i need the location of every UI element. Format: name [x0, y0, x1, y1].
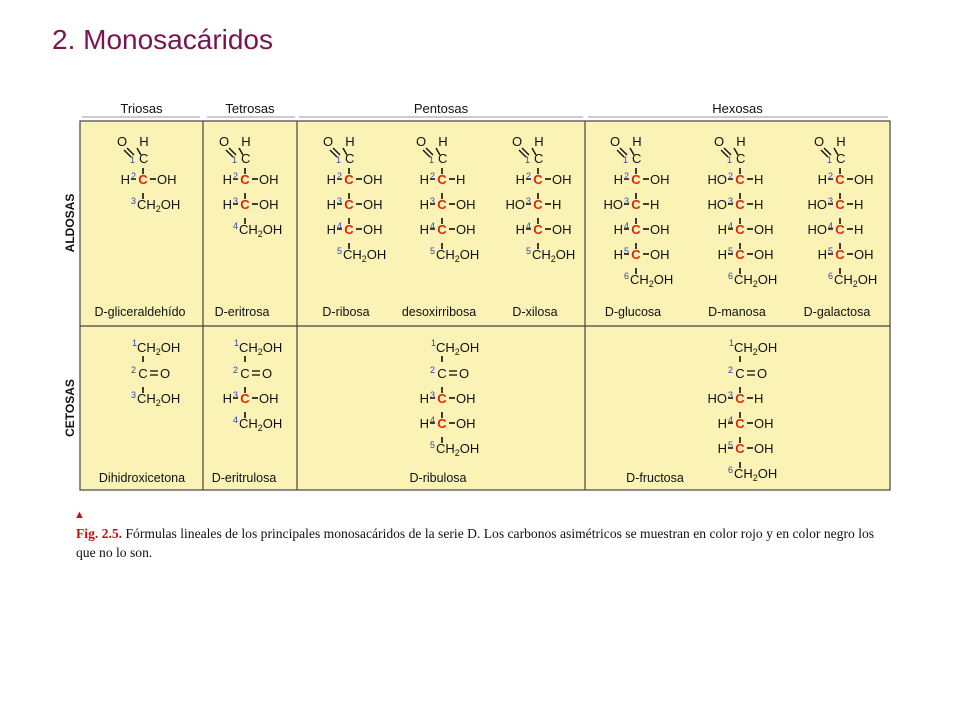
carbon-number: 3	[623, 196, 629, 206]
carbonyl-oxygen: O	[757, 366, 768, 381]
right-group: OH	[259, 172, 279, 187]
carbon-number: 2	[727, 171, 733, 181]
asymmetric-carbon: C	[344, 172, 354, 187]
right-group: H	[754, 391, 764, 406]
asymmetric-carbon: C	[835, 197, 845, 212]
asymmetric-carbon: C	[735, 222, 745, 237]
right-group: H	[552, 197, 562, 212]
ch2oh-end: $CH_2OH$	[834, 272, 878, 289]
ch2oh-end: $CH_2OH$	[239, 416, 283, 433]
left-group: H	[515, 222, 525, 237]
ch2oh-top: $CH_2OH$	[239, 340, 283, 357]
right-group: OH	[363, 197, 383, 212]
aldehyde-hydrogen: H	[836, 134, 846, 149]
asymmetric-carbon: C	[735, 197, 745, 212]
left-group: H	[419, 416, 429, 431]
carbon-number: 1	[726, 155, 732, 165]
carbonyl-oxygen: O	[262, 366, 273, 381]
aldehyde-oxygen: O	[415, 134, 427, 149]
asymmetric-carbon: C	[240, 391, 250, 406]
aldose-name: D-manosa	[708, 305, 766, 319]
asymmetric-carbon: C	[533, 172, 543, 187]
asymmetric-carbon: C	[631, 247, 641, 262]
carbon-number: 1	[233, 338, 239, 348]
ketose-name: D-eritrulosa	[211, 471, 277, 485]
carbon-number: 2	[130, 171, 136, 181]
right-group: H	[650, 197, 660, 212]
left-group: H	[419, 172, 429, 187]
aldehyde-oxygen: O	[609, 134, 621, 149]
asymmetric-carbon: C	[533, 197, 543, 212]
row-label-aldosas: ALDOSAS	[63, 193, 77, 253]
ch2oh-end: $CH_2OH$	[630, 272, 674, 289]
left-group: H	[222, 391, 232, 406]
carbon-number: 4	[727, 221, 733, 231]
ch2oh-end: $CH_2OH$	[734, 272, 778, 289]
carbon-number: 5	[623, 246, 629, 256]
asymmetric-carbon: C	[138, 172, 148, 187]
left-group: H	[613, 247, 623, 262]
carbon-number: 3	[727, 390, 733, 400]
asymmetric-carbon: C	[735, 247, 745, 262]
carbonyl-carbon: C	[138, 366, 148, 381]
right-group: OH	[650, 247, 670, 262]
carbon-number: 3	[827, 196, 833, 206]
carbonyl-carbon: C	[437, 366, 447, 381]
group-label-pentosas: Pentosas	[413, 101, 469, 116]
left-group: HO	[707, 172, 727, 187]
right-group: OH	[456, 197, 476, 212]
right-group: OH	[650, 222, 670, 237]
carbon-number: 1	[728, 338, 734, 348]
carbon-number: 4	[232, 415, 238, 425]
asymmetric-carbon: C	[437, 222, 447, 237]
ch2oh-top: $CH_2OH$	[436, 340, 480, 357]
carbon-number: 5	[727, 246, 733, 256]
carbon-number: 4	[429, 221, 435, 231]
asymmetric-carbon: C	[735, 172, 745, 187]
aldose-name: D-gliceraldehído	[94, 305, 186, 319]
carbon-number: 5	[525, 246, 531, 256]
asymmetric-carbon: C	[735, 416, 745, 431]
asymmetric-carbon: C	[437, 172, 447, 187]
carbonyl-carbon: C	[240, 366, 250, 381]
carbon-1: C	[241, 151, 251, 166]
carbon-number: 2	[232, 171, 238, 181]
ch2oh-end: $CH_2OH$	[436, 441, 480, 458]
ch2oh-end: $CH_2OH$	[436, 247, 480, 264]
carbon-number: 5	[429, 246, 435, 256]
carbon-number: 3	[130, 196, 136, 206]
carbon-number: 6	[827, 271, 833, 281]
carbon-number: 3	[336, 196, 342, 206]
left-group: H	[717, 222, 727, 237]
carbon-number: 3	[429, 390, 435, 400]
asymmetric-carbon: C	[835, 247, 845, 262]
carbonyl-carbon: C	[735, 366, 745, 381]
carbon-number: 2	[429, 171, 435, 181]
group-label-hexosas: Hexosas	[712, 101, 763, 116]
carbon-number: 2	[827, 171, 833, 181]
right-group: H	[854, 222, 864, 237]
carbon-1: C	[139, 151, 149, 166]
asymmetric-carbon: C	[631, 172, 641, 187]
carbon-number: 4	[525, 221, 531, 231]
left-group: H	[419, 222, 429, 237]
left-group: H	[515, 172, 525, 187]
right-group: OH	[754, 416, 774, 431]
left-group: HO	[707, 391, 727, 406]
carbon-1: C	[534, 151, 544, 166]
group-label-tetrosas: Tetrosas	[225, 101, 275, 116]
aldehyde-hydrogen: H	[438, 134, 448, 149]
left-group: H	[717, 247, 727, 262]
right-group: OH	[157, 172, 177, 187]
ch2oh-end: $CH_2OH$	[532, 247, 576, 264]
group-label-triosas: Triosas	[120, 101, 163, 116]
ketose-name: Dihidroxicetona	[98, 471, 186, 485]
right-group: OH	[754, 441, 774, 456]
carbonyl-oxygen: O	[459, 366, 470, 381]
carbon-number: 5	[727, 440, 733, 450]
ch2oh-top: $CH_2OH$	[734, 340, 778, 357]
aldehyde-oxygen: O	[322, 134, 334, 149]
carbon-number: 5	[429, 440, 435, 450]
carbon-number: 3	[429, 196, 435, 206]
right-group: OH	[363, 172, 383, 187]
asymmetric-carbon: C	[437, 197, 447, 212]
carbon-1: C	[736, 151, 746, 166]
carbon-1: C	[438, 151, 448, 166]
ch2oh-end: $CH_2OH$	[734, 466, 778, 483]
aldose-name: D-xilosa	[512, 305, 558, 319]
aldehyde-hydrogen: H	[139, 134, 149, 149]
left-group: H	[419, 391, 429, 406]
left-group: H	[717, 441, 727, 456]
aldose-name: D-ribosa	[322, 305, 370, 319]
left-group: H	[326, 172, 336, 187]
left-group: HO	[603, 197, 623, 212]
carbon-number: 1	[428, 155, 434, 165]
asymmetric-carbon: C	[631, 222, 641, 237]
carbon-number: 4	[336, 221, 342, 231]
aldehyde-oxygen: O	[116, 134, 128, 149]
asymmetric-carbon: C	[344, 222, 354, 237]
carbon-number: 4	[727, 415, 733, 425]
carbon-number: 2	[232, 365, 238, 375]
aldose-name: desoxirribosa	[401, 305, 477, 319]
carbon-number: 2	[130, 365, 136, 375]
right-group: H	[854, 197, 864, 212]
asymmetric-carbon: C	[437, 391, 447, 406]
right-group: OH	[754, 222, 774, 237]
carbon-number: 6	[727, 465, 733, 475]
left-group: H	[717, 416, 727, 431]
left-group: H	[817, 172, 827, 187]
carbon-number: 3	[232, 196, 238, 206]
right-group: H	[754, 197, 764, 212]
carbon-number: 1	[131, 338, 137, 348]
carbon-number: 1	[524, 155, 530, 165]
left-group: H	[326, 197, 336, 212]
right-group: OH	[456, 222, 476, 237]
carbon-number: 3	[130, 390, 136, 400]
left-group: H	[613, 222, 623, 237]
caption-arrow-icon: ▲	[74, 509, 85, 521]
ketose-name: D-fructosa	[626, 471, 684, 485]
left-group: HO	[807, 197, 827, 212]
left-group: HO	[807, 222, 827, 237]
carbon-number: 1	[129, 155, 135, 165]
asymmetric-carbon: C	[835, 172, 845, 187]
aldehyde-hydrogen: H	[736, 134, 746, 149]
caption-text: Fórmulas lineales de los principales monosacáridos de la serie D. Los carbonos asimétricos se muestran en color rojo y en color negro los que no lo son.	[76, 526, 875, 560]
carbon-number: 4	[623, 221, 629, 231]
asymmetric-carbon: C	[631, 197, 641, 212]
right-group: OH	[854, 247, 874, 262]
left-group: H	[817, 247, 827, 262]
left-group: HO	[505, 197, 525, 212]
carbon-1: C	[345, 151, 355, 166]
aldehyde-oxygen: O	[218, 134, 230, 149]
ch2oh-end: $CH_2OH$	[137, 391, 181, 408]
asymmetric-carbon: C	[835, 222, 845, 237]
aldehyde-oxygen: O	[511, 134, 523, 149]
aldose-name: D-galactosa	[803, 305, 871, 319]
left-group: H	[222, 172, 232, 187]
asymmetric-carbon: C	[437, 416, 447, 431]
slide-title: 2. Monosacáridos	[52, 24, 274, 55]
right-group: OH	[259, 197, 279, 212]
asymmetric-carbon: C	[533, 222, 543, 237]
aldehyde-hydrogen: H	[241, 134, 251, 149]
carbon-number: 5	[827, 246, 833, 256]
right-group: OH	[456, 391, 476, 406]
carbon-number: 2	[727, 365, 733, 375]
carbon-number: 3	[525, 196, 531, 206]
ch2oh-top: $CH_2OH$	[137, 340, 181, 357]
ketose-name: D-ribulosa	[409, 471, 467, 485]
left-group: H	[613, 172, 623, 187]
carbon-number: 2	[429, 365, 435, 375]
caption-label: Fig. 2.5.	[76, 526, 123, 541]
asymmetric-carbon: C	[344, 197, 354, 212]
right-group: OH	[456, 416, 476, 431]
asymmetric-carbon: C	[240, 197, 250, 212]
carbon-number: 1	[231, 155, 237, 165]
left-group: HO	[707, 197, 727, 212]
carbon-number: 5	[336, 246, 342, 256]
left-group: H	[120, 172, 130, 187]
carbon-number: 3	[232, 390, 238, 400]
right-group: OH	[552, 222, 572, 237]
carbon-1: C	[632, 151, 642, 166]
aldehyde-oxygen: O	[813, 134, 825, 149]
carbon-number: 6	[623, 271, 629, 281]
left-group: H	[222, 197, 232, 212]
carbon-number: 1	[430, 338, 436, 348]
aldehyde-hydrogen: H	[632, 134, 642, 149]
ch2oh-end: $CH_2OH$	[137, 197, 181, 214]
right-group: OH	[650, 172, 670, 187]
aldehyde-oxygen: O	[713, 134, 725, 149]
right-group: OH	[363, 222, 383, 237]
carbon-number: 2	[623, 171, 629, 181]
carbon-number: 3	[727, 196, 733, 206]
carbon-number: 1	[826, 155, 832, 165]
aldose-name: D-glucosa	[604, 305, 662, 319]
figure-caption	[74, 509, 888, 562]
aldose-name: D-eritrosa	[214, 305, 270, 319]
carbon-1: C	[836, 151, 846, 166]
asymmetric-carbon: C	[735, 441, 745, 456]
aldehyde-hydrogen: H	[345, 134, 355, 149]
ch2oh-end: $CH_2OH$	[343, 247, 387, 264]
right-group: OH	[259, 391, 279, 406]
right-group: OH	[754, 247, 774, 262]
carbon-number: 1	[335, 155, 341, 165]
carbon-number: 4	[827, 221, 833, 231]
carbon-number: 4	[429, 415, 435, 425]
asymmetric-carbon: C	[735, 391, 745, 406]
carbon-number: 2	[525, 171, 531, 181]
carbonyl-oxygen: O	[160, 366, 171, 381]
carbon-number: 6	[727, 271, 733, 281]
asymmetric-carbon: C	[240, 172, 250, 187]
right-group: H	[456, 172, 466, 187]
left-group: H	[326, 222, 336, 237]
table-frame	[80, 121, 890, 490]
left-group: H	[419, 197, 429, 212]
aldehyde-hydrogen: H	[534, 134, 544, 149]
row-label-cetosas: CETOSAS	[63, 379, 77, 437]
ch2oh-end: $CH_2OH$	[239, 222, 283, 239]
carbon-number: 1	[622, 155, 628, 165]
right-group: OH	[854, 172, 874, 187]
carbon-number: 4	[232, 221, 238, 231]
right-group: H	[754, 172, 764, 187]
carbon-number: 2	[336, 171, 342, 181]
right-group: OH	[552, 172, 572, 187]
